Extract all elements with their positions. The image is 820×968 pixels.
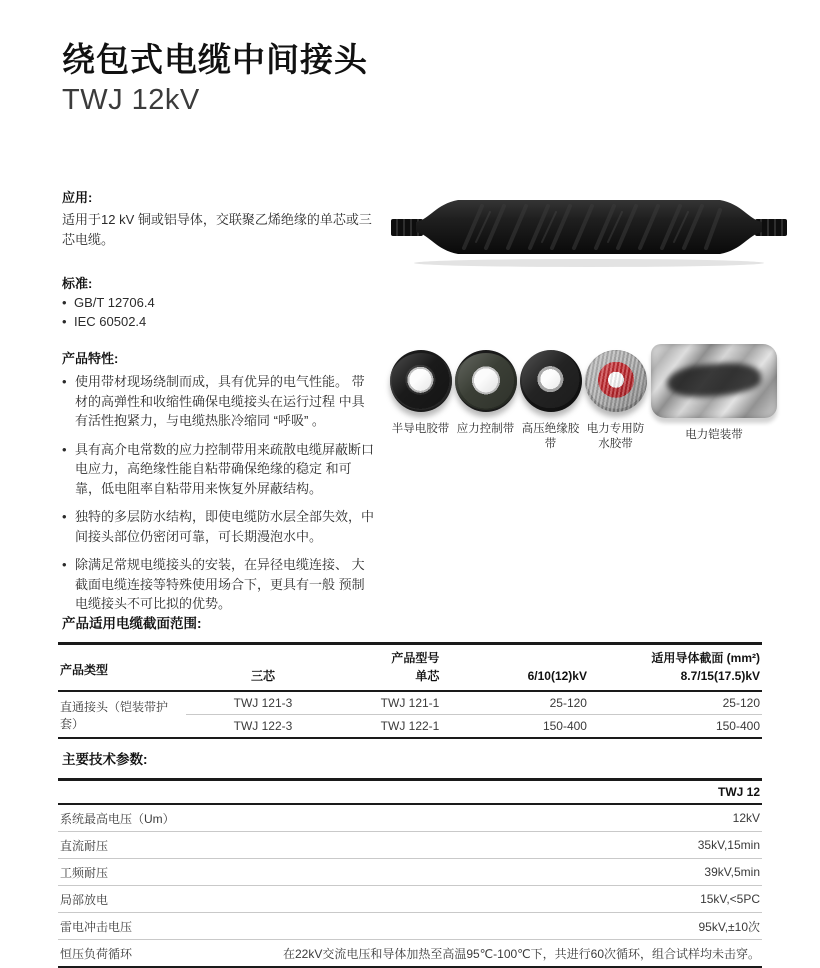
- section-application: [62, 188, 376, 250]
- table-row: [58, 691, 762, 715]
- section-products-table: [58, 612, 762, 739]
- spec-label: 局部放电: [58, 886, 197, 913]
- cell-single-core: TWJ 122-1: [380, 719, 440, 733]
- page-header: [62, 40, 368, 117]
- left-column: [62, 188, 376, 614]
- tape-figure: [388, 344, 453, 437]
- header-spacer: [186, 644, 341, 668]
- semiconductive-tape-image: [390, 350, 452, 412]
- cell-product-type: 直通接头（铠装带护套）: [58, 691, 186, 738]
- spec-value: 15kV,<5PC: [197, 886, 762, 913]
- header-spacer: [441, 644, 589, 668]
- products-table: [58, 642, 762, 739]
- hv-insulation-tape-image: [520, 350, 582, 412]
- waterproof-tape-image: [585, 350, 647, 412]
- section-standards: [62, 274, 376, 331]
- cell-three-core: TWJ 122-3: [233, 719, 293, 733]
- cell-kv1: 150-400: [542, 719, 587, 733]
- spec-label: 工频耐压: [58, 859, 197, 886]
- spec-label: 雷电冲击电压: [58, 913, 197, 940]
- feature-item: • 具有高介电常数的应力控制带用来疏散电缆屏蔽断口电应力，高绝缘性能自粘带确保绝缘的稳定 和可靠，低电阻率自粘带用来恢复外屏蔽结构。: [62, 440, 376, 499]
- specs-table-model-header: TWJ 12: [717, 785, 760, 799]
- section-features: [62, 349, 376, 614]
- spec-label: 系统最高电压（Um）: [58, 804, 197, 832]
- armor-tape-bag-image: [651, 344, 777, 418]
- standard-item: • GB/T 12706.4: [62, 294, 376, 313]
- specs-table: [58, 778, 762, 968]
- spec-row: [58, 940, 762, 968]
- tape-figure: [648, 344, 780, 443]
- page-subtitle: TWJ 12kV: [62, 83, 200, 116]
- spec-row: [58, 886, 762, 913]
- tape-label: 电力铠装带: [685, 429, 743, 441]
- tape-label: 高压绝缘胶带: [521, 423, 580, 450]
- stress-control-tape-image: [455, 350, 517, 412]
- feature-item: • 独特的多层防水结构，即使电缆防水层全部失效，中间接头部位仍密闭可靠，可长期漫泡水中。: [62, 507, 376, 546]
- spec-label: 恒压负荷循环: [60, 946, 133, 961]
- spec-value: 12kV: [197, 804, 762, 832]
- column-header-kv1: 6/10(12)kV: [527, 668, 587, 683]
- spec-row: [58, 832, 762, 859]
- column-header-three-core: 三芯: [250, 669, 275, 683]
- spec-row: [58, 913, 762, 940]
- tape-label: 半导电胶带: [391, 423, 450, 435]
- tape-figure: [583, 344, 648, 452]
- standards-list: [62, 294, 376, 331]
- column-header-kv2: 8.7/15(17.5)kV: [680, 668, 760, 683]
- spec-row: [58, 859, 762, 886]
- cell-single-core: TWJ 121-1: [340, 691, 441, 715]
- column-header-product-type: 产品类型: [60, 662, 109, 677]
- spec-row: [58, 804, 762, 832]
- cell-kv2: 25-120: [589, 691, 762, 715]
- page-title: 绕包式电缆中间接头: [62, 41, 368, 78]
- joint-product-image: [390, 186, 788, 268]
- specs-table-title: 主要技术参数:: [62, 752, 148, 767]
- tape-figure: [518, 344, 583, 452]
- spec-value: 39kV,5min: [197, 859, 762, 886]
- application-heading: 应用:: [62, 190, 93, 205]
- products-table-title: 产品适用电缆截面范围:: [62, 616, 202, 631]
- application-body: 适用于12 kV 铜或铝导体，交联聚乙烯绝缘的单芯或三芯电缆。: [62, 212, 372, 247]
- features-heading: 产品特性:: [62, 351, 119, 366]
- section-specs-table: [58, 748, 762, 968]
- cell-three-core: TWJ 121-3: [186, 691, 341, 715]
- tape-figure: [453, 344, 518, 437]
- feature-item: • 除满足常规电缆接头的安装，在异径电缆连接、 大截面电缆连接等特殊使用场合下，更具有一般 预制电缆接头不可比拟的优势。: [62, 555, 376, 614]
- spec-value: 35kV,15min: [197, 832, 762, 859]
- tape-label: 电力专用防水胶带: [586, 423, 645, 450]
- feature-item: • 使用带材现场绕制而成，具有优异的电气性能。 带材的高弹性和收缩性确保电缆接头在运行过程 中具有活性抱紧力，与电缆热胀冷缩同 “呼吸” 。: [62, 372, 376, 431]
- standards-heading: 标准:: [62, 276, 93, 291]
- header-spacer: [58, 780, 197, 805]
- features-list: [62, 372, 376, 614]
- spec-value: 95kV,±10次: [197, 913, 762, 940]
- cell-kv2: 150-400: [715, 719, 760, 733]
- spec-value: 在22kV交流电压和导体加热至高温95℃-100℃下，共进行60次循环，组合试样均未击穿。: [282, 946, 760, 961]
- group-header-model: 产品型号: [391, 651, 440, 665]
- column-header-single-core: 单芯: [415, 669, 440, 683]
- component-figures: [388, 344, 790, 452]
- tape-label: 应力控制带: [456, 423, 515, 435]
- cell-kv1: 25-120: [441, 691, 589, 715]
- spec-label: 直流耐压: [58, 832, 197, 859]
- group-header-cross-section: 适用导体截面 (mm²): [651, 651, 760, 665]
- standard-item: • IEC 60502.4: [62, 313, 376, 332]
